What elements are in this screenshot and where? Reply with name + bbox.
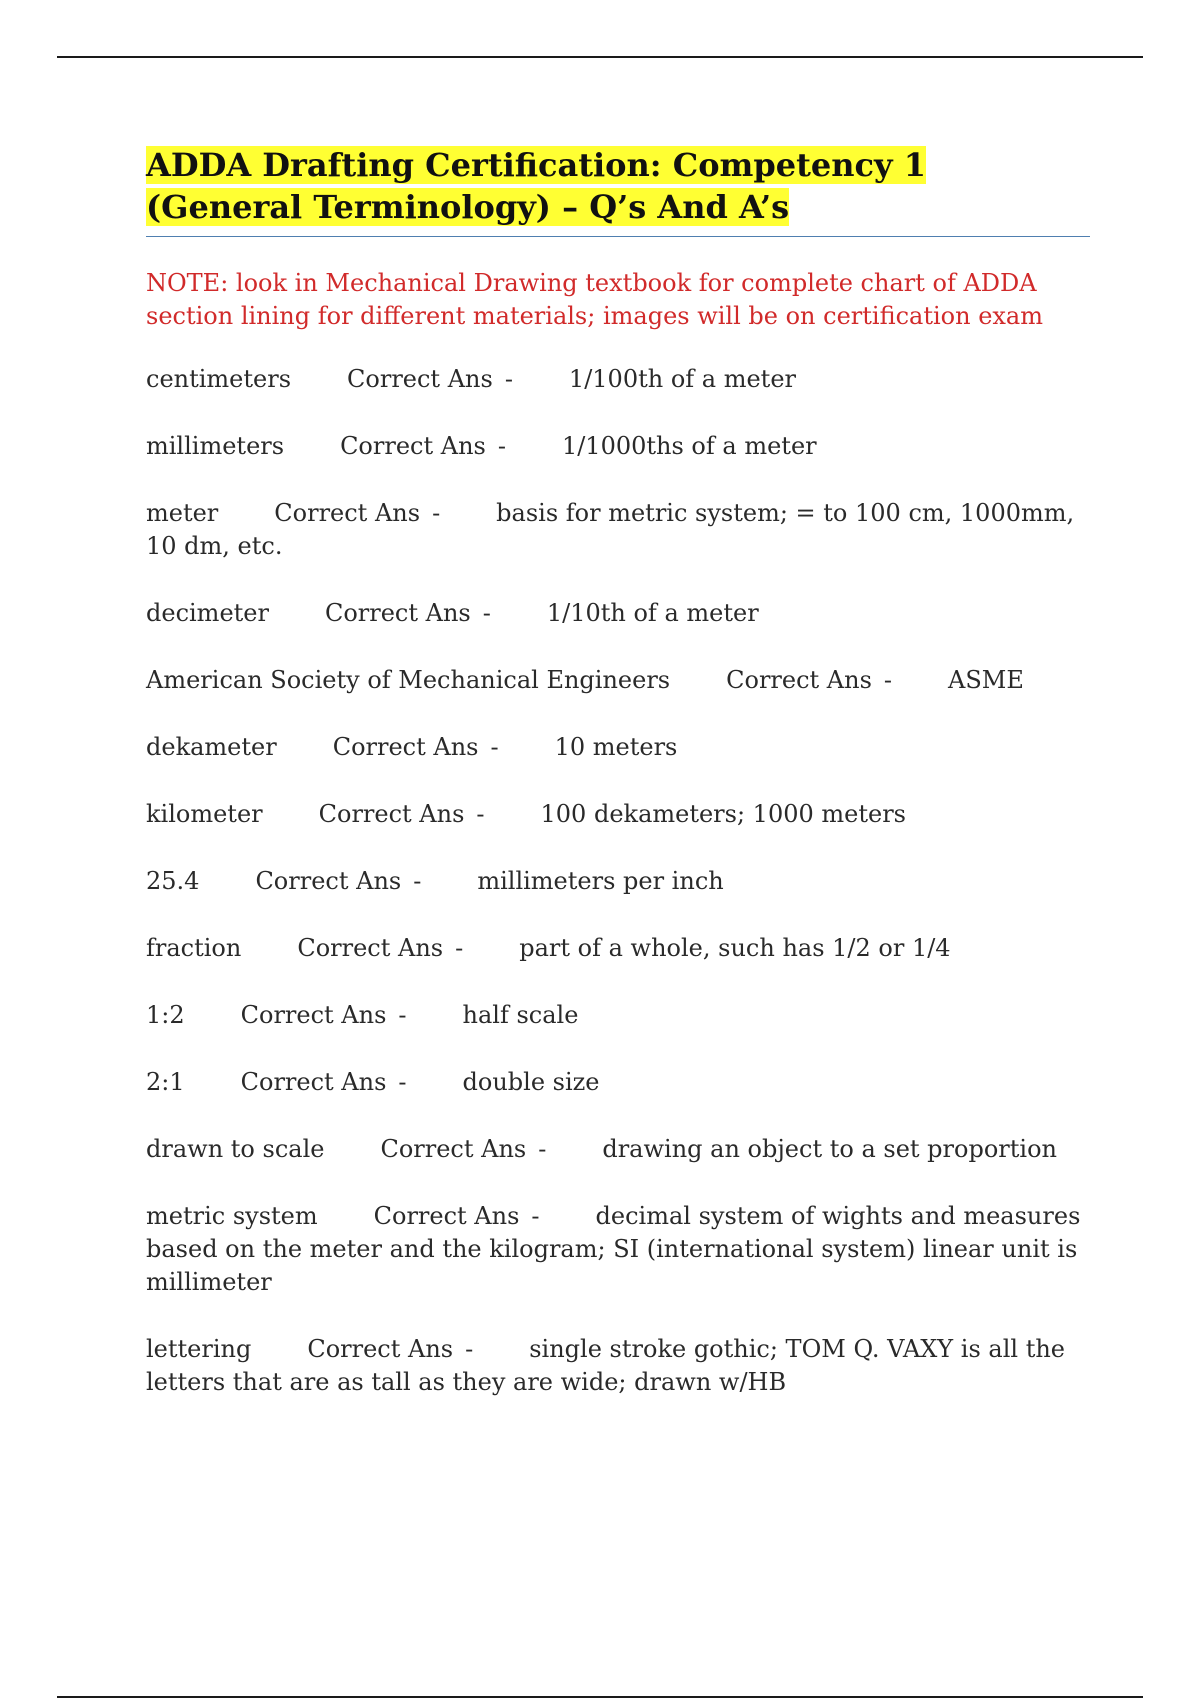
qa-answer: part of a whole, such has 1/2 or 1/4 (519, 934, 951, 962)
qa-item (146, 999, 1090, 1032)
qa-term: kilometer (146, 800, 263, 828)
qa-answer: 1/100th of a meter (568, 365, 796, 393)
correct-ans-label: Correct Ans - (332, 733, 499, 761)
qa-term: fraction (146, 934, 242, 962)
correct-ans-label: Correct Ans - (297, 934, 464, 962)
qa-term: millimeters (146, 432, 285, 460)
qa-answer: 1/1000ths of a meter (561, 432, 817, 460)
qa-term: 1:2 (146, 1001, 185, 1029)
qa-answer: single stroke gothic; TOM Q. VAXY is all the letters that are as tall as they are wide; drawn w/HB (146, 1335, 1065, 1396)
qa-item (146, 731, 1090, 764)
bottom-rule (57, 1696, 1143, 1698)
correct-ans-label: Correct Ans - (380, 1135, 547, 1163)
qa-term: 2:1 (146, 1068, 185, 1096)
qa-term: lettering (146, 1335, 252, 1363)
qa-item (146, 1066, 1090, 1099)
qa-item (146, 1133, 1090, 1166)
qa-term: meter (146, 499, 219, 527)
correct-ans-label: Correct Ans - (347, 365, 513, 393)
qa-answer: double size (462, 1068, 600, 1096)
correct-ans-label: Correct Ans - (340, 432, 506, 460)
qa-answer: 100 dekameters; 1000 meters (540, 800, 906, 828)
qa-term: decimeter (146, 599, 269, 627)
qa-item (146, 1333, 1090, 1399)
qa-item (146, 363, 1090, 396)
correct-ans-label: Correct Ans - (324, 599, 491, 627)
note-text: NOTE: look in Mechanical Drawing textbook for complete chart of ADDA section lining for different materials; images will be on certification exam (146, 269, 1043, 330)
page-title (146, 144, 1090, 237)
qa-term: centimeters (146, 365, 292, 393)
correct-ans-label: Correct Ans - (240, 1001, 407, 1029)
correct-ans-label: Correct Ans - (255, 867, 422, 895)
qa-answer: drawing an object to a set proportion (602, 1135, 1057, 1163)
qa-answer: millimeters per inch (477, 867, 724, 895)
qa-term: 25.4 (146, 867, 200, 895)
qa-answer: decimal system of wights and measures based on the meter and the kilogram; SI (international system) linear unit is millimeter (146, 1202, 1081, 1296)
qa-answer: half scale (462, 1001, 579, 1029)
correct-ans-label: Correct Ans - (274, 499, 441, 527)
qa-item (146, 664, 1090, 697)
qa-item (146, 597, 1090, 630)
qa-answer: basis for metric system; = to 100 cm, 1000mm, 10 dm, etc. (146, 499, 1075, 560)
correct-ans-label: Correct Ans - (373, 1202, 540, 1230)
qa-item (146, 430, 1090, 463)
page-title-text: ADDA Drafting Certification: Competency 1 (General Terminology) – Q’s And A’s (146, 146, 927, 226)
qa-item (146, 865, 1090, 898)
qa-term: dekameter (146, 733, 277, 761)
qa-item (146, 497, 1090, 563)
qa-list (146, 363, 1090, 1399)
correct-ans-label: Correct Ans - (726, 666, 893, 694)
qa-answer: 1/10th of a meter (546, 599, 759, 627)
qa-term: American Society of Mechanical Engineers (146, 666, 671, 694)
qa-item (146, 1200, 1090, 1299)
correct-ans-label: Correct Ans - (307, 1335, 474, 1363)
top-rule (57, 56, 1143, 58)
qa-term: metric system (146, 1202, 318, 1230)
qa-answer: 10 meters (554, 733, 678, 761)
correct-ans-label: Correct Ans - (318, 800, 485, 828)
qa-item (146, 932, 1090, 965)
document-body (146, 144, 1090, 1433)
correct-ans-label: Correct Ans - (240, 1068, 407, 1096)
qa-term: drawn to scale (146, 1135, 325, 1163)
qa-item (146, 798, 1090, 831)
qa-answer: ASME (948, 666, 1024, 694)
